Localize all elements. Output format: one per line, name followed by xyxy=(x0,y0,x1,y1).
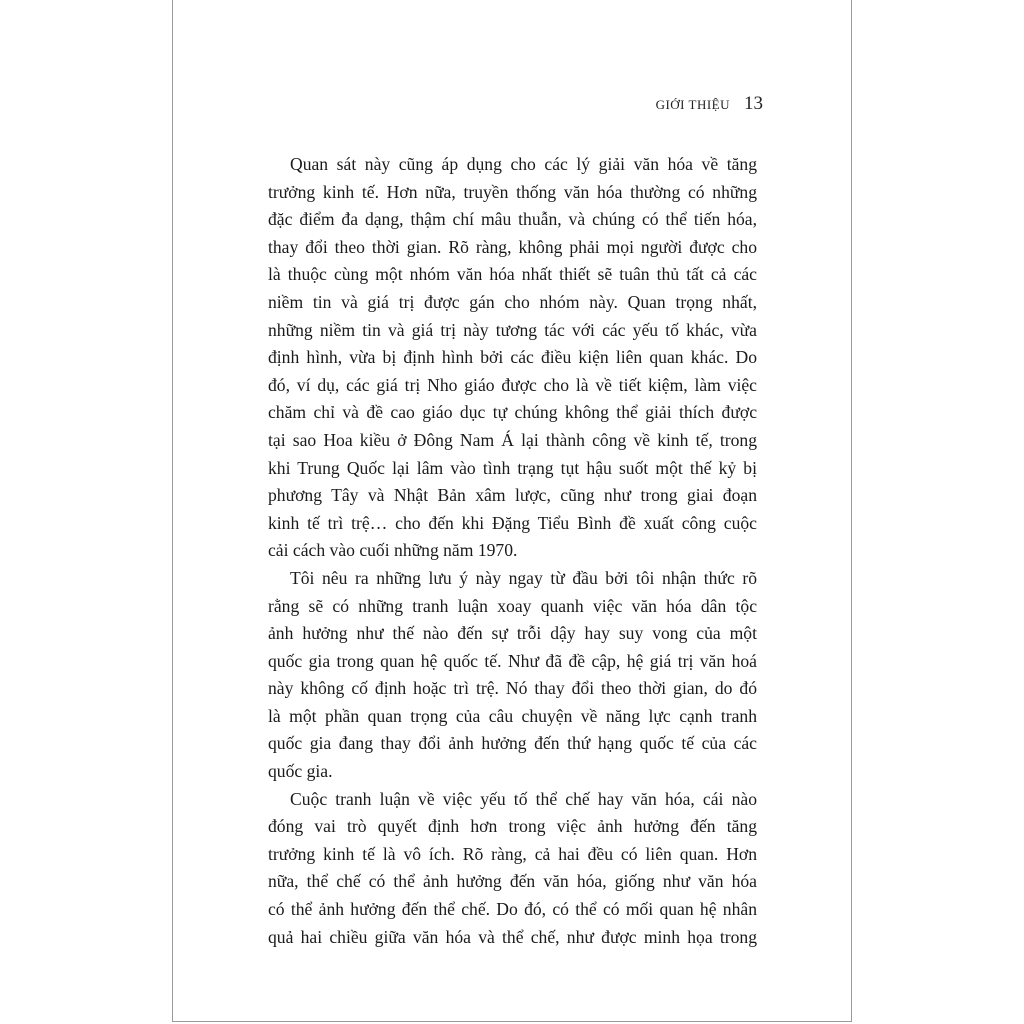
text-line: phương Tây và Nhật Bản xâm lược, cũng như trong giai đoạn xyxy=(268,485,757,506)
body-text xyxy=(268,151,757,951)
text-line: quốc gia đang thay đổi ảnh hưởng đến thứ hạng quốc tế của các xyxy=(268,733,757,754)
page-number: 13 xyxy=(744,93,763,114)
text-line: Tôi nêu ra những lưu ý này ngay từ đầu bởi tôi nhận thức rõ xyxy=(290,567,757,588)
paragraph xyxy=(268,786,757,952)
paragraph xyxy=(268,565,757,786)
running-header xyxy=(656,93,763,115)
book-page xyxy=(172,0,852,1022)
text-line: thay đổi theo thời gian. Rõ ràng, không phải mọi người được cho xyxy=(268,236,757,257)
text-line: đóng vai trò quyết định hơn trong việc ảnh hưởng đến tăng xyxy=(268,816,757,837)
text-line: những niềm tin và giá trị này tương tác với các yếu tố khác, vừa xyxy=(268,319,757,340)
text-line: là thuộc cùng một nhóm văn hóa nhất thiết sẽ tuân thủ tất cả các xyxy=(268,264,757,285)
text-line: rằng sẽ có những tranh luận xoay quanh việc văn hóa dân tộc xyxy=(268,595,757,616)
text-line: niềm tin và giá trị được gán cho nhóm này. Quan trọng nhất, xyxy=(268,291,757,312)
paragraph xyxy=(268,151,757,565)
section-title: GIỚI THIỆU xyxy=(655,97,730,112)
text-line: Quan sát này cũng áp dụng cho các lý giải văn hóa về tăng xyxy=(290,154,757,174)
text-line: trưởng kinh tế. Hơn nữa, truyền thống văn hóa thường có những xyxy=(268,181,757,202)
text-line: kinh tế trì trệ… cho đến khi Đặng Tiểu Bình đề xuất công cuộc xyxy=(268,512,757,533)
text-line: quốc gia. xyxy=(268,761,333,782)
text-line: tại sao Hoa kiều ở Đông Nam Á lại thành công về kinh tế, trong xyxy=(268,429,757,450)
text-line: đặc điểm đa dạng, thậm chí mâu thuẫn, và chúng có thể tiến hóa, xyxy=(268,209,757,230)
text-line: nữa, thể chế có thể ảnh hưởng đến văn hóa, giống như văn hóa xyxy=(268,871,757,892)
text-line: Cuộc tranh luận về việc yếu tố thể chế hay văn hóa, cái nào xyxy=(290,788,757,809)
text-line: có thể ảnh hưởng đến thể chế. Do đó, có thể có mối quan hệ nhân xyxy=(268,899,757,920)
text-line: chăm chỉ và đề cao giáo dục tự chúng không thể giải thích được xyxy=(268,402,757,423)
text-line: là một phần quan trọng của câu chuyện về năng lực cạnh tranh xyxy=(268,705,757,726)
text-line: quốc gia trong quan hệ quốc tế. Như đã đề cập, hệ giá trị văn hoá xyxy=(268,650,757,671)
text-line: trưởng kinh tế là vô ích. Rõ ràng, cả hai đều có liên quan. Hơn xyxy=(268,843,757,864)
text-line: đó, ví dụ, các giá trị Nho giáo được cho là về tiết kiệm, làm việc xyxy=(268,374,757,395)
text-line: cải cách vào cuối những năm 1970. xyxy=(268,540,518,561)
text-line: quả hai chiều giữa văn hóa và thể chế, như được minh họa trong xyxy=(268,926,757,947)
text-line: định hình, vừa bị định hình bởi các điều kiện liên quan khác. Do xyxy=(268,347,757,368)
text-line: ảnh hưởng như thế nào đến sự trỗi dậy hay suy vong của một xyxy=(268,623,757,644)
text-line: này không cố định hoặc trì trệ. Nó thay đổi theo thời gian, do đó xyxy=(268,678,757,699)
text-line: khi Trung Quốc lại lâm vào tình trạng tụt hậu suốt một thế kỷ bị xyxy=(268,457,757,478)
